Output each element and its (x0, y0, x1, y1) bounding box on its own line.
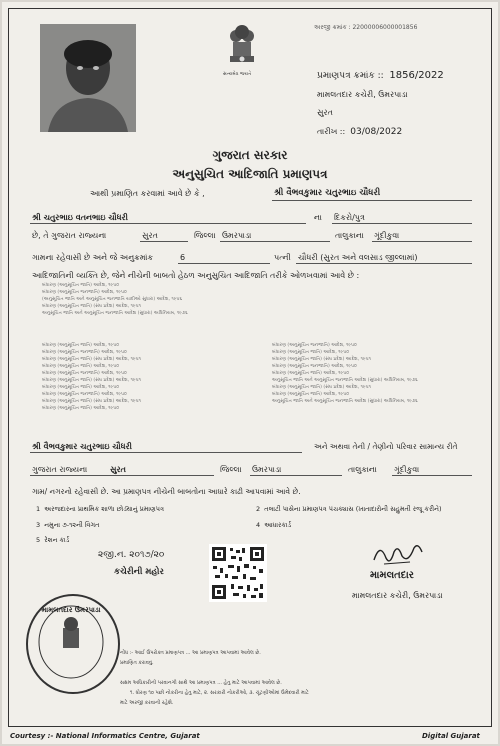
taluka-label: તાલુકાના (335, 231, 364, 240)
qr-code (209, 544, 267, 602)
note-line: સક્ષમ અધિકારીની પરવાનગી સાથે આ પ્રમાણપત્ર ... હેતુ માટે આપવામાં આવેલ છે. (120, 680, 282, 686)
state-prefix: છે, તે ગુજરાત રાજ્યના (32, 231, 107, 240)
jilla-label: જિલ્લા (194, 231, 216, 240)
government-title: ગુજરાત સરકાર (212, 148, 288, 162)
basis-item: 3 નમુના ૭-૧૨ની વિગત (36, 521, 100, 529)
emblem-caption: સત્યમેવ જયતે (223, 72, 252, 77)
second-village: ગૂંદીકુવા (394, 465, 420, 474)
relation: દિકરો/પુત્ર (334, 213, 365, 222)
office-stamp (26, 594, 120, 694)
issuing-office: મામલતદાર કચેરી, ઉમરપાડા (317, 90, 408, 99)
office-seal-label: કચેરીની મહોર (114, 567, 164, 577)
signature-icon (370, 540, 426, 572)
patti-label: પત્ની (274, 253, 291, 262)
family-text: અને અથવા તેની / તેણીનો પરિવાર સામાન્ય રીતે (314, 442, 458, 451)
applicant-name: શ્રી વૈભવકુમાર ચતુરભાઇ ચૌધરી (274, 188, 381, 198)
tribe: ચૌધરી (સુરત અને વલસાડ જીલ્લામાં) (298, 253, 418, 262)
na-label: ના (314, 213, 322, 222)
legal-orders-right: બંધારણ (અનુસૂચિત જનજાતિ) આદેશ, ૧૯૫૦ બંધારણ (અનુસૂચિત જાતિ) આદેશ, ૧૯૫૦ બંધારણ (અનુસૂચિત જાતિ) (સંઘ પ્રદેશ) આદેશ, ૧૯૫૧ બંધારણ (અનુસૂચિત જનજાતિ) આદેશ, ૧૯૫૦ બંધારણ (અનુસૂચિત જાતિ) આદેશ, ૧૯૫૦ અનુસૂચિત જાતિ અને અનુસૂચિત જનજાતિ આદેશ (સુધારા) અધિનિયમ, ૧૯૭૬ બંધારણ (અનુસૂચિત જાતિ) (સંઘ પ્રદેશ) આદેશ, ૧૯૫૧ બંધારણ (અનુસૂચિત જાતિ) આદેશ, ૧૯૫૦ અનુસૂચિત જાતિ અને અનુસૂચિત જનજાતિ આદેશ (સુધારા) અધિનિયમ, ૧૯૭૬ (272, 343, 418, 404)
second-district: સુરત (110, 465, 126, 474)
tribe-statement: આદિજાતિની વ્યક્તિ છે, જેને નીચેની બાબતો હેઠળ અનુસુચિત આદિજાતિ તરીકે ઓળખવામાં આવે છે : (32, 271, 360, 280)
applicant-photo (40, 24, 136, 132)
intro-text: આથી પ્રમાણિત કરવામાં આવે છે કે , (90, 189, 205, 198)
note-line: માટે અરજી કરવાની રહેશે. (120, 700, 174, 706)
second-state-label: ગુજરાત રાજ્યના (32, 465, 88, 474)
second-jilla-label: જિલ્લા (220, 465, 242, 474)
stamp-text: મામલતદાર ઉમરપાડા (41, 606, 101, 614)
footer-courtesy: Courtesy :- National Informatics Centre, Gujarat (10, 732, 200, 740)
village-resident-label: ગામના રહેવાસી છે અને જે અનુક્રમાંક (32, 253, 154, 262)
note-line: નોંધ :- આઈ ઉપરોક્ત પ્રમાણપત્ર ... આ પ્રમાણપત્ર આપવામાં આવેલ છે. (120, 650, 261, 656)
taluka: ઉમરપાડા (222, 231, 252, 240)
issue-date: તારીખ :: 03/08/2022 (317, 127, 403, 137)
issuing-place: સુરત (317, 108, 333, 117)
certificate-number: પ્રમાણપત્ર ક્રમાંક :: 1856/2022 (317, 70, 444, 81)
father-name: શ્રી ચતુરભાઇ વતનભાઇ ચૌધરી (32, 213, 128, 222)
serial-in-list: 6 (180, 253, 186, 262)
legal-orders-left: બંધારણ (અનુસૂચિત જાતિ) આદેશ, ૧૯૫૦ બંધારણ (અનુસૂચિત જનજાતિ) આદેશ, ૧૯૫૦ બંધારણ (અનુસૂચિત જાતિ) (સંઘ પ્રદેશ) આદેશ, ૧૯૫૧ બંધારણ (અનુસૂચિત જાતિ) આદેશ, ૧૯૫૦ બંધારણ (અનુસૂચિત જનજાતિ) આદેશ, ૧૯૫૦ બંધારણ (અનુસૂચિત જાતિ) (સંઘ પ્રદેશ) આદેશ, ૧૯૫૧ બંધારણ (અનુસૂચિત જાતિ) આદેશ, ૧૯૫૦ બંધારણ (અનુસૂચિત જનજાતિ) આદેશ, ૧૯૫૦ બંધારણ (અનુસૂચિત જાતિ) (સંઘ પ્રદેશ) આદેશ, ૧૯૫૧ બંધારણ (અનુસૂચિત જાતિ) આદેશ, ૧૯૫૦ (42, 343, 141, 411)
district: સુરત (142, 231, 158, 240)
designation: મામલતદાર (370, 570, 414, 581)
second-taluka: ઉમરપાડા (252, 465, 282, 474)
second-taluka-label: તાલુકાના (348, 465, 377, 474)
second-applicant-name: શ્રી વૈભવકુમાર ચતુરભાઇ ચૌધરી (32, 442, 132, 451)
basis-item: 1 અરજદારના પ્રાથમિક શાળા છોડ્યાનું પ્રમાણપત્ર (36, 505, 164, 513)
note-line: પ્રમાણિત કરાવવું. (120, 660, 154, 666)
basis-item: 4 આધારકાર્ડ (256, 521, 292, 529)
footer-digital-gujarat: Digital Gujarat (422, 732, 480, 740)
note-line: ૧. ધોરણ ૧૦ પછી નોકરીના હેતુ માટે, ૨. સરકારી નોકરીઓ, ૩. ચૂંટણીઓમાં ઉમેદવારી માટે (130, 690, 309, 696)
national-emblem-icon (224, 22, 260, 70)
legal-orders-list: બંધારણ (અનુસૂચિત જાતિ) આદેશ, ૧૯૫૦ બંધારણ (અનુસૂચિત જનજાતિ) આદેશ, ૧૯૫૦ (અનુસૂચિત જાતિ અને અનુસૂચિત જનજાતિ યાદીઓ સુધારા) આદેશ, ૧૯૫૬ બંધારણ (અનુસૂચિત જાતિ) (સંઘ પ્રદેશ) આદેશ, ૧૯૫૧ અનુસૂચિત જાતિ અને અનુસૂચિત જનજાતિ આદેશ (સુધારા) અધિનિયમ, ૧૯૭૬ (42, 283, 188, 316)
basis-item: 5 રેશન કાર્ડ (36, 536, 70, 544)
handwritten-date: ૨જી.ન. ૨૦૧૭/૨૦ (98, 550, 165, 560)
basis-item: 2 તલાટી પાસેના પ્રમાણપત્ર પંચક્યાસ (ખાતાદારોની સહુમતી રજૂ કરીને) (256, 505, 442, 513)
application-number: અરજી ક્રમાંક : 22000006000001856 (314, 24, 418, 31)
certificate-page (2, 2, 498, 744)
certificate-title: અનુસુચિત આદિજાતિ પ્રમાણપત્ર (172, 167, 328, 181)
signing-office: મામલતદાર કચેરી, ઉમરપાડા (352, 591, 443, 600)
resident-text: ગામ/ નગરનો રહેવાસી છે. આ પ્રમાણપત્ર નીચેની બાબતોના આધારે કાઢી આપવામાં આવે છે. (32, 487, 301, 496)
village: ગૂંદીકુવા (374, 231, 400, 240)
